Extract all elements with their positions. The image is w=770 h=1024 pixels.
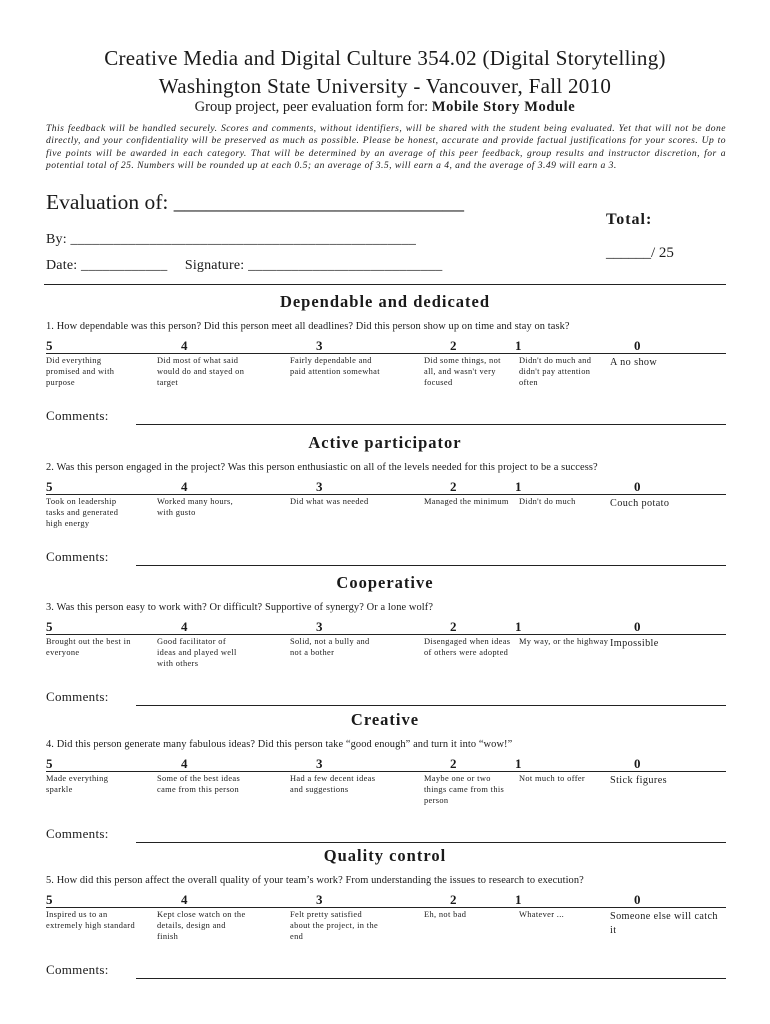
comments-line[interactable] xyxy=(136,842,726,843)
score-option-4[interactable]: 4 xyxy=(181,892,188,907)
score-option-4[interactable]: 4 xyxy=(181,756,188,771)
score-option-1[interactable]: 1 xyxy=(515,756,522,771)
score-description-0: Someone else will catch it xyxy=(610,911,718,936)
score-option-4[interactable]: 4 xyxy=(181,619,188,634)
score-description-3: Did what was needed xyxy=(290,497,369,506)
score-description-2: Did some things, not all, and wasn't very focused xyxy=(424,356,501,387)
section-question: 4. Did this person generate many fabulous ideas? Did this person take “good enough” and turn it into “wow!” xyxy=(46,739,513,750)
comments-line[interactable] xyxy=(136,565,726,566)
score-option-4[interactable]: 4 xyxy=(181,479,188,494)
score-description-0: Impossible xyxy=(610,638,659,649)
date-field[interactable]: Date: ____________ xyxy=(46,258,168,273)
score-option-0[interactable]: 0 xyxy=(634,619,641,634)
university-term: Washington State University - Vancouver, Fall 2010 xyxy=(158,74,612,98)
score-row-divider xyxy=(46,353,726,354)
score-description-1: Not much to offer xyxy=(519,774,586,783)
score-description-2: Maybe one or two things came from this person xyxy=(424,774,505,805)
score-option-3[interactable]: 3 xyxy=(316,892,323,907)
score-option-5[interactable]: 5 xyxy=(46,479,53,494)
score-description-3: Fairly dependable and paid attention somewhat xyxy=(290,356,380,376)
score-option-5[interactable]: 5 xyxy=(46,756,53,771)
section-question: 1. How dependable was this person? Did this person meet all deadlines? Did this person show up on time and stay on task? xyxy=(46,321,570,332)
section-title: Cooperative xyxy=(336,573,434,592)
score-description-3: Solid, not a bully and not a bother xyxy=(290,637,370,657)
score-option-0[interactable]: 0 xyxy=(634,892,641,907)
score-description-3: Had a few decent ideas and suggestions xyxy=(290,774,376,794)
section-title: Creative xyxy=(350,710,420,729)
score-row-divider xyxy=(46,907,726,908)
header-divider xyxy=(44,284,726,285)
score-description-5: Brought out the best in everyone xyxy=(46,637,131,657)
score-description-1: Didn't do much xyxy=(519,497,576,506)
score-description-4: Worked many hours, with gusto xyxy=(157,497,234,517)
section-question: 5. How did this person affect the overall quality of your team’s work? From understanding the issues to research to execution? xyxy=(46,875,584,886)
comments-label: Comments: xyxy=(46,549,109,564)
confidentiality-notice: This feedback will be handled securely. Scores and comments, without identifiers, will be shared with the student being evaluated. Yet that will not be done directly, and your confidentiality will be preserved as much as possible. Please be honest, accurate and provide factual justifications for your scores. Up to five points will be awarded in each category. That will be determined by an average of this peer feedback, group results and instructor discretion, for a potential total of 25. Numbers will be rounded up at each 0.5; an average of 3.5, will earn a 4, and the average of 3.49 will earn a 3. xyxy=(46,123,726,172)
date-signature-row xyxy=(46,258,442,274)
signature-field[interactable]: Signature: ___________________________ xyxy=(184,258,443,273)
comments-label: Comments: xyxy=(46,962,109,977)
score-option-5[interactable]: 5 xyxy=(46,338,53,353)
total-score-field[interactable]: ______/ 25 xyxy=(606,245,674,261)
score-description-2: Managed the minimum xyxy=(424,497,509,506)
score-option-3[interactable]: 3 xyxy=(316,338,323,353)
score-description-1: Didn't do much and didn't pay attention often xyxy=(519,356,592,387)
score-option-0[interactable]: 0 xyxy=(634,756,641,771)
score-option-3[interactable]: 3 xyxy=(316,479,323,494)
total-label: Total: xyxy=(606,211,653,228)
comments-label: Comments: xyxy=(46,826,109,841)
form-subtitle xyxy=(0,99,770,116)
score-row-divider xyxy=(46,771,726,772)
score-option-0[interactable]: 0 xyxy=(634,338,641,353)
score-description-2: Disengaged when ideas of others were adopted xyxy=(424,637,511,657)
score-option-2[interactable]: 2 xyxy=(450,756,457,771)
form-subtitle-prefix: Group project, peer evaluation form for: xyxy=(194,99,432,115)
score-option-1[interactable]: 1 xyxy=(515,619,522,634)
comments-line[interactable] xyxy=(136,705,726,706)
score-description-4: Good facilitator of ideas and played well with others xyxy=(157,637,237,668)
score-description-5: Took on leadership tasks and generated high energy xyxy=(46,497,119,528)
score-row-divider xyxy=(46,494,726,495)
comments-line[interactable] xyxy=(136,424,726,425)
section-title: Dependable and dedicated xyxy=(279,292,491,311)
score-option-2[interactable]: 2 xyxy=(450,892,457,907)
score-option-2[interactable]: 2 xyxy=(450,338,457,353)
score-option-3[interactable]: 3 xyxy=(316,756,323,771)
score-description-4: Kept close watch on the details, design and finish xyxy=(157,910,246,941)
score-description-4: Did most of what said would do and stayed on target xyxy=(157,356,245,387)
score-description-3: Felt pretty satisfied about the project, in the end xyxy=(290,910,379,941)
score-option-1[interactable]: 1 xyxy=(515,479,522,494)
section-question: 3. Was this person easy to work with? Or difficult? Supportive of synergy? Or a lone wolf? xyxy=(46,602,434,613)
score-description-1: My way, or the highway xyxy=(519,637,609,646)
score-description-2: Eh, not bad xyxy=(424,910,467,919)
score-option-2[interactable]: 2 xyxy=(450,619,457,634)
score-option-4[interactable]: 4 xyxy=(181,338,188,353)
score-option-3[interactable]: 3 xyxy=(316,619,323,634)
score-description-5: Made everything sparkle xyxy=(46,774,109,794)
score-row-divider xyxy=(46,634,726,635)
score-option-1[interactable]: 1 xyxy=(515,338,522,353)
section-title: Quality control xyxy=(323,846,447,865)
comments-label: Comments: xyxy=(46,689,109,704)
score-description-4: Some of the best ideas came from this person xyxy=(157,774,241,794)
score-description-0: A no show xyxy=(610,357,658,368)
section-title: Active participator xyxy=(308,433,462,452)
evaluation-of-field[interactable]: Evaluation of: ___________________________ xyxy=(46,190,465,214)
module-name: Mobile Story Module xyxy=(431,99,576,115)
score-option-5[interactable]: 5 xyxy=(46,619,53,634)
score-description-1: Whatever ... xyxy=(519,910,565,919)
comments-line[interactable] xyxy=(136,978,726,979)
score-option-1[interactable]: 1 xyxy=(515,892,522,907)
score-option-2[interactable]: 2 xyxy=(450,479,457,494)
section-question: 2. Was this person engaged in the project? Was this person enthusiastic on all of the levels needed for this project to be a success? xyxy=(46,462,598,473)
comments-label: Comments: xyxy=(46,408,109,423)
course-title: Creative Media and Digital Culture 354.02 (Digital Storytelling) xyxy=(104,46,666,70)
score-option-0[interactable]: 0 xyxy=(634,479,641,494)
score-description-0: Couch potato xyxy=(610,498,670,509)
evaluator-field[interactable]: By: ________________________________________________ xyxy=(46,232,417,247)
score-description-0: Stick figures xyxy=(610,775,667,786)
score-description-5: Did everything promised and with purpose xyxy=(46,356,115,387)
score-description-5: Inspired us to an extremely high standard xyxy=(46,910,135,930)
score-option-5[interactable]: 5 xyxy=(46,892,53,907)
